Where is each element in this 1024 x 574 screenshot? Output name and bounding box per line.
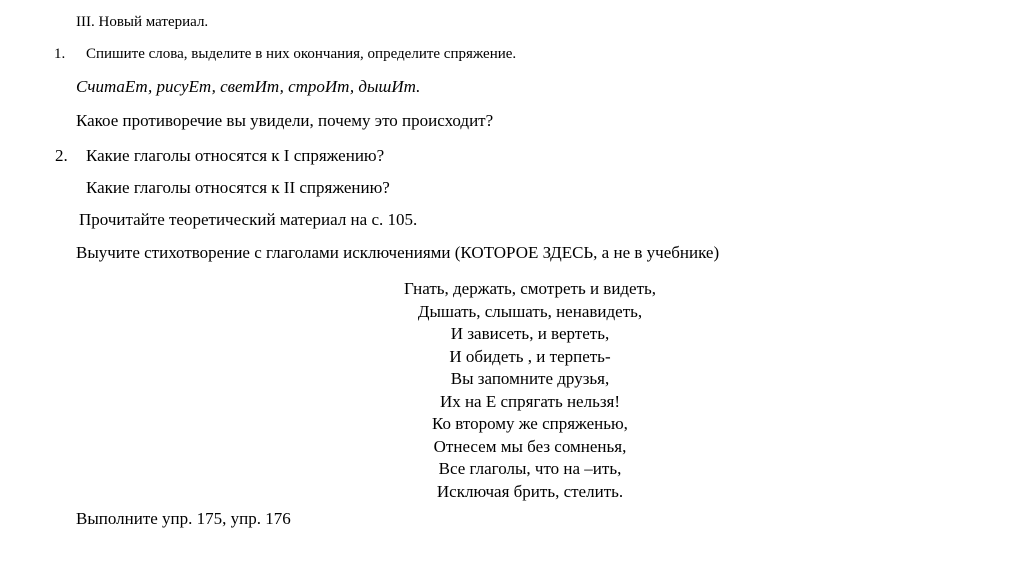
learn-instruction: Выучите стихотворение с глаголами исключениями (КОТОРОЕ ЗДЕСЬ, а не в учебнике)	[76, 243, 720, 262]
task-1-text: Спишите слова, выделите в них окончания, определите спряжение.	[86, 46, 517, 62]
read-instruction: Прочитайте теоретический материал на с. 105.	[79, 210, 418, 229]
poem	[0, 278, 1024, 503]
poem-line: Их на Е спрягать нельзя!	[439, 391, 621, 411]
poem-line: Вы запомните друзья,	[450, 369, 610, 388]
poem-line: Все глаголы, что на –ить,	[438, 459, 622, 478]
poem-line: Гнать, держать, смотреть и видеть,	[403, 279, 657, 298]
poem-line: Дышать, слышать, ненавидеть,	[417, 301, 643, 321]
poem-line: И зависеть, и вертеть,	[450, 324, 610, 343]
task-1-question: Какое противоречие вы увидели, почему это происходит?	[76, 111, 494, 130]
task-1-number: 1.	[54, 46, 66, 62]
poem-line: Исключая брить, стелить.	[436, 481, 624, 501]
section-title: III. Новый материал.	[76, 14, 209, 30]
poem-line: Ко второму же спряженью,	[432, 414, 628, 433]
poem-line: Отнесем мы без сомненья,	[433, 436, 627, 456]
homework: Выполните упр. 175, упр. 176	[76, 509, 291, 528]
task-1-words: СчитаЕт, рисуЕт, светИт, строИт, дышИт.	[76, 77, 421, 96]
task-2-question-1: Какие глаголы относятся к I спряжению?	[86, 146, 385, 165]
task-2-question-2: Какие глаголы относятся к II спряжению?	[86, 178, 390, 197]
poem-line: И обидеть , и терпеть-	[449, 346, 611, 366]
task-2-number: 2.	[55, 146, 68, 165]
